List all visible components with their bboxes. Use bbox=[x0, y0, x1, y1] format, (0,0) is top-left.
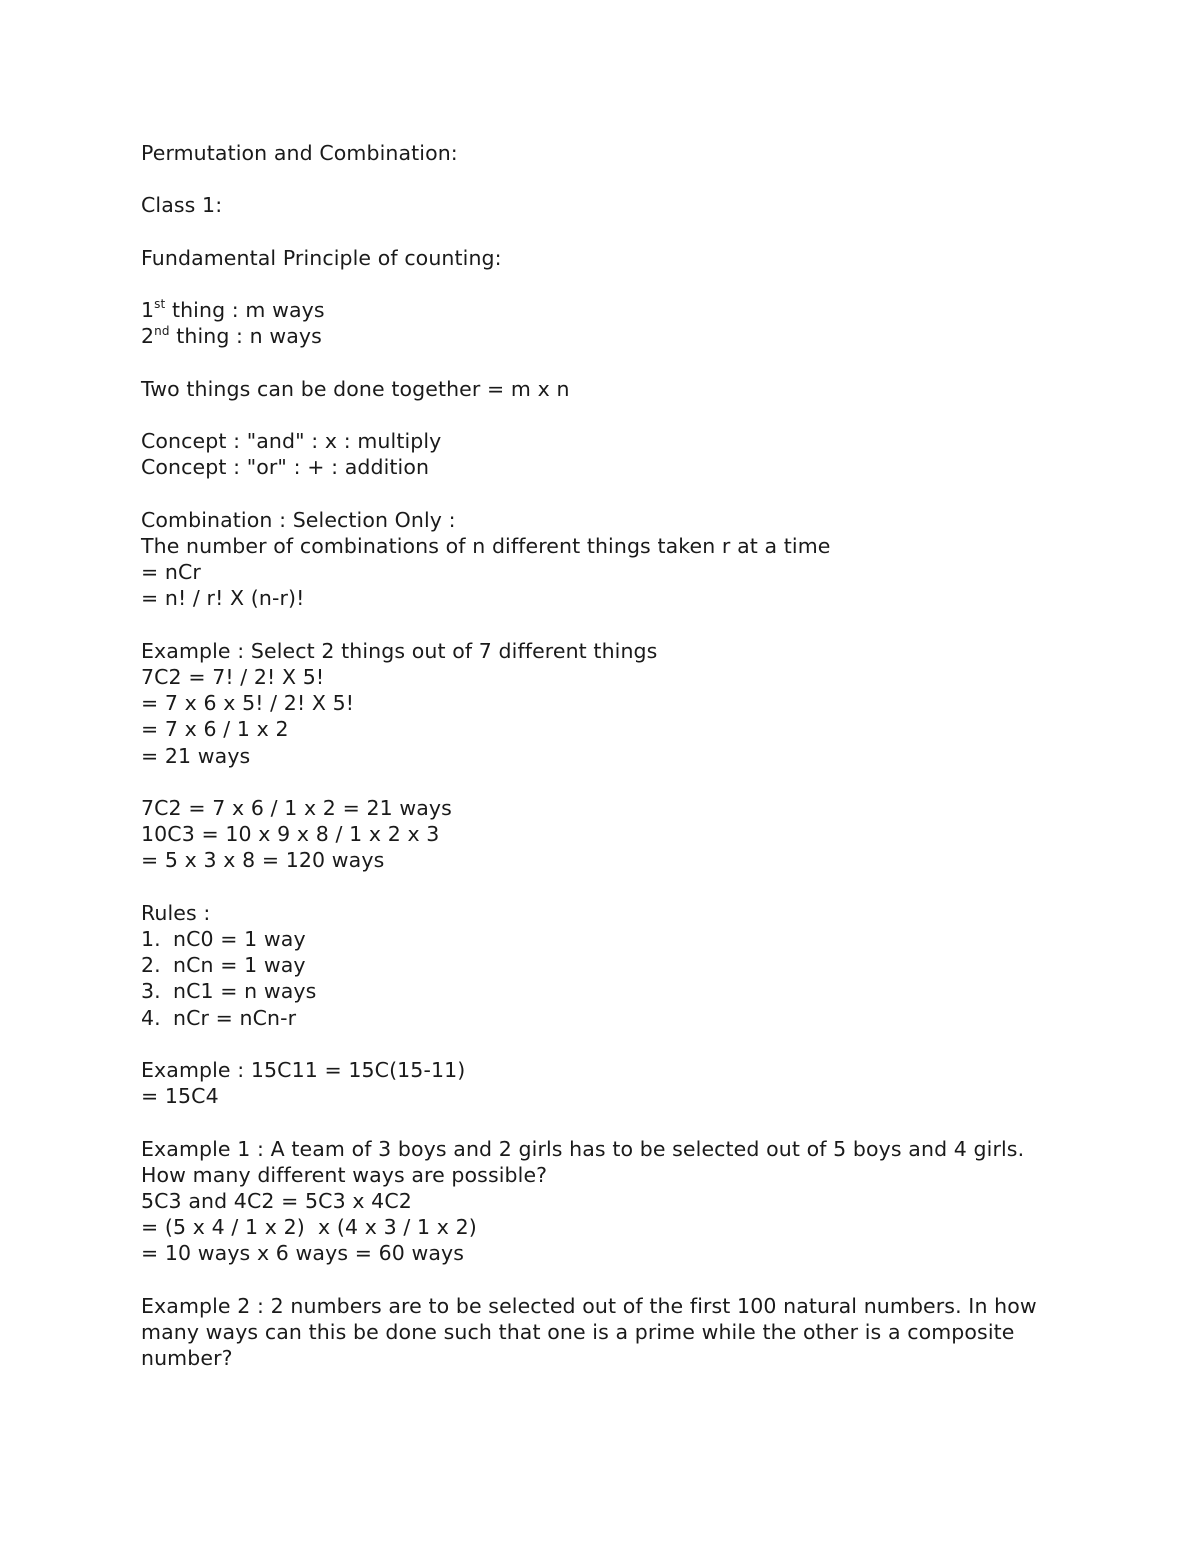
spacer bbox=[141, 219, 1071, 245]
rule-item bbox=[141, 926, 1071, 952]
rule-text: nCr = nCn-r bbox=[173, 1005, 297, 1030]
document-title: Permutation and Combination: bbox=[141, 141, 458, 165]
rule-number: 2. bbox=[141, 953, 161, 978]
spacer bbox=[141, 166, 1071, 192]
fpc-second-thing bbox=[141, 323, 1071, 349]
spacer bbox=[141, 402, 1071, 428]
spacer bbox=[141, 769, 1071, 795]
shortcut-line: = 5 x 3 x 8 = 120 ways bbox=[141, 848, 385, 873]
rule-item bbox=[141, 952, 1071, 978]
combination-heading: Combination : Selection Only : bbox=[141, 507, 456, 532]
rule-number: 1. bbox=[141, 926, 161, 951]
spacer bbox=[141, 874, 1071, 900]
example2-question: Example 2 : 2 numbers are to be selected out of the first 100 natural numbers. In how many ways can this be done such that one is a prime while the other is a composite number? bbox=[141, 1293, 1037, 1371]
example1-result: = 10 ways x 6 ways = 60 ways bbox=[141, 1241, 465, 1266]
rule-text: nC0 = 1 way bbox=[173, 926, 306, 951]
combination-ncr: = nCr bbox=[141, 560, 201, 585]
example1-step: = (5 x 4 / 1 x 2) x (4 x 3 / 1 x 2) bbox=[141, 1215, 477, 1240]
shortcut-line: 10C3 = 10 x 9 x 8 / 1 x 2 x 3 bbox=[141, 822, 440, 847]
combination-formula: = n! / r! X (n-r)! bbox=[141, 586, 305, 611]
spacer bbox=[141, 1267, 1071, 1293]
fpc-second-text: thing : n ways bbox=[169, 324, 322, 349]
concept-and: Concept : "and" : x : multiply bbox=[141, 429, 442, 454]
fpc-heading: Fundamental Principle of counting: bbox=[141, 245, 502, 270]
example-select-step: 7C2 = 7! / 2! X 5! bbox=[141, 664, 325, 689]
rules-heading: Rules : bbox=[141, 900, 211, 925]
spacer bbox=[141, 481, 1071, 507]
class-label: Class 1: bbox=[141, 193, 223, 218]
rule-number: 3. bbox=[141, 979, 161, 1004]
example1-question: Example 1 : A team of 3 boys and 2 girls has to be selected out of 5 boys and 4 girls. How many different ways are possible? bbox=[141, 1136, 1025, 1187]
spacer bbox=[141, 350, 1071, 376]
fpc-first-text: thing : m ways bbox=[165, 298, 325, 323]
fpc-first-sup: st bbox=[154, 297, 166, 312]
example1-step: 5C3 and 4C2 = 5C3 x 4C2 bbox=[141, 1188, 412, 1213]
example-select-step: = 7 x 6 x 5! / 2! X 5! bbox=[141, 691, 355, 716]
fpc-first-thing bbox=[141, 297, 1071, 323]
spacer bbox=[141, 612, 1071, 638]
rule-text: nC1 = n ways bbox=[173, 979, 317, 1004]
spacer bbox=[141, 1031, 1071, 1057]
spacer bbox=[141, 271, 1071, 297]
rule-item bbox=[141, 978, 1071, 1004]
fpc-second-num: 2 bbox=[141, 324, 155, 349]
example-select-result: = 21 ways bbox=[141, 743, 251, 768]
fpc-first-num: 1 bbox=[141, 298, 155, 323]
example-select-step: = 7 x 6 / 1 x 2 bbox=[141, 717, 289, 742]
rule-item bbox=[141, 1005, 1071, 1031]
rule-number: 4. bbox=[141, 1005, 161, 1030]
fpc-second-sup: nd bbox=[154, 323, 170, 338]
spacer bbox=[141, 1109, 1071, 1135]
together-line: Two things can be done together = m x n bbox=[141, 376, 570, 401]
example-15c11: Example : 15C11 = 15C(15-11) bbox=[141, 1057, 466, 1082]
shortcut-line: 7C2 = 7 x 6 / 1 x 2 = 21 ways bbox=[141, 795, 452, 820]
concept-or: Concept : "or" : + : addition bbox=[141, 455, 430, 480]
rule-text: nCn = 1 way bbox=[173, 953, 306, 978]
example-select-heading: Example : Select 2 things out of 7 different things bbox=[141, 638, 658, 663]
document-body bbox=[141, 140, 1071, 1371]
example-15c11-result: = 15C4 bbox=[141, 1084, 219, 1109]
combination-definition: The number of combinations of n different things taken r at a time bbox=[141, 533, 831, 558]
